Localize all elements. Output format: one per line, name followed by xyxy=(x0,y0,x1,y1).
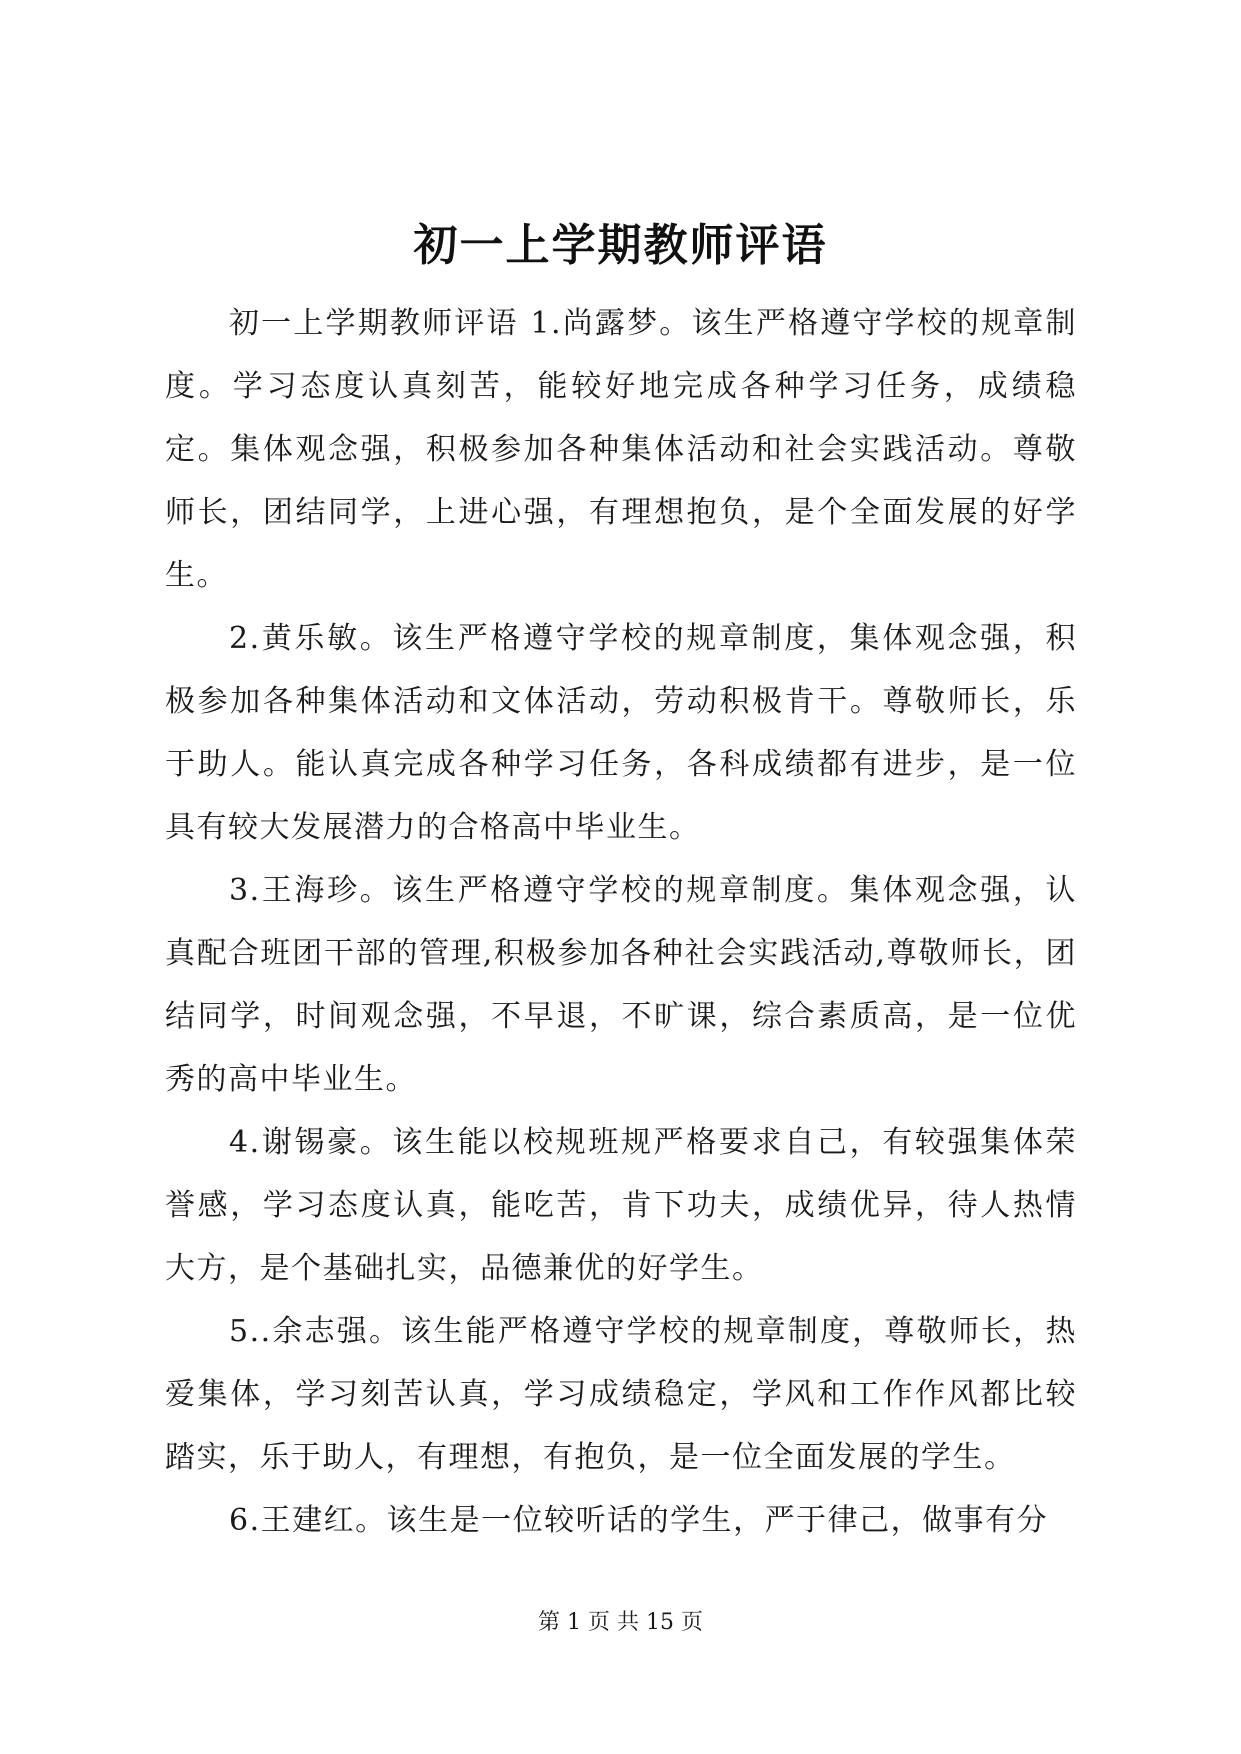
page-footer: 第 1 页 共 15 页 xyxy=(538,1610,703,1635)
paragraph-5: 5..余志强。该生能严格遵守学校的规章制度，尊敬师长，热爱集体，学习刻苦认真，学习成绩稳定，学风和工作作风都比较踏实，乐于助人，有理想，有抱负，是一位全面发展的学生。 xyxy=(165,1314,1077,1475)
paragraph-2: 2.黄乐敏。该生严格遵守学校的规章制度，集体观念强，积极参加各种集体活动和文体活动，劳动积极肯干。尊敬师长，乐于助人。能认真完成各种学习任务，各科成绩都有进步，是一位具有较大发展潜力的合格高中毕业生。 xyxy=(165,621,1077,845)
paragraph-4: 4.谢锡豪。该生能以校规班规严格要求自己，有较强集体荣誉感，学习态度认真，能吃苦，肯下功夫，成绩优异，待人热情大方，是个基础扎实，品德兼优的好学生。 xyxy=(165,1125,1077,1286)
document-title: 初一上学期教师评语 xyxy=(413,220,828,271)
paragraph-1: 初一上学期教师评语 1.尚露梦。该生严格遵守学校的规章制度。学习态度认真刻苦，能较好地完成各种学习任务，成绩稳定。集体观念强，积极参加各种集体活动和社会实践活动。尊敬师长，团结同学，上进心强，有理想抱负，是个全面发展的好学生。 xyxy=(165,306,1077,593)
paragraph-3: 3.王海珍。该生严格遵守学校的规章制度。集体观念强，认真配合班团干部的管理,积极参加各种社会实践活动,尊敬师长，团结同学，时间观念强，不早退，不旷课，综合素质高，是一位优秀的高中毕业生。 xyxy=(165,873,1077,1097)
document-body xyxy=(165,292,1077,1552)
paragraph-6: 6.王建红。该生是一位较听话的学生，严于律己，做事有分 xyxy=(229,1503,1049,1538)
